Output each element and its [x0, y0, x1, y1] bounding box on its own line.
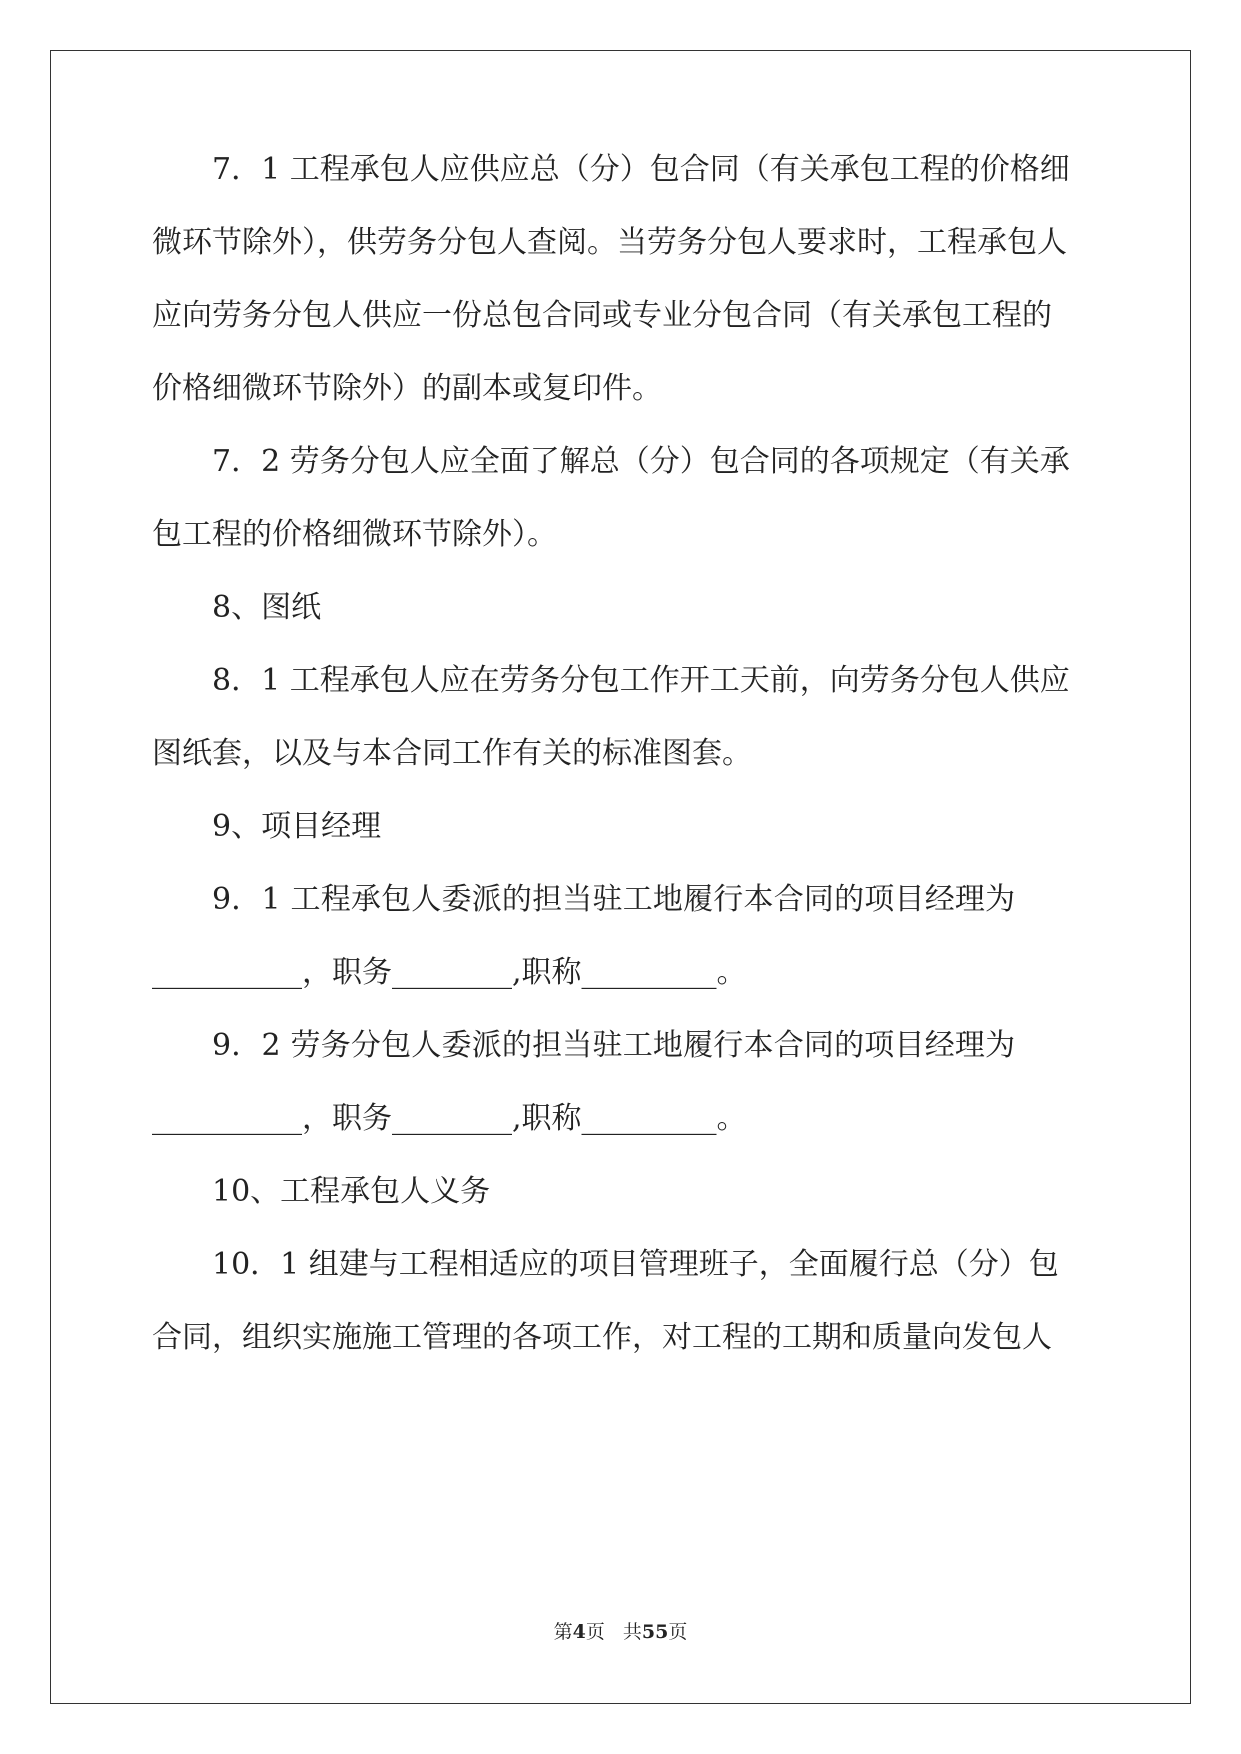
paragraph-9-1-line-2: __________，职务________,职称_________。 — [152, 955, 747, 990]
paragraph-7-1-line-2: 微环节除外），供劳务分包人查阅。当劳务分包人要求时，工程承包人 — [152, 225, 1067, 260]
footer-total-pages: 55 — [641, 1621, 669, 1643]
footer-total-suffix: 页 — [668, 1621, 688, 1643]
section-heading-10: 10、工程承包人义务 — [212, 1174, 491, 1209]
paragraph-10-1-line-1: 10．1 组建与工程相适应的项目管理班子，全面履行总（分）包 — [212, 1247, 1059, 1282]
paragraph-8-1-line-2: 图纸套，以及与本合同工作有关的标准图套。 — [152, 736, 752, 771]
page-footer — [0, 1620, 1241, 1644]
section-heading-8: 8、图纸 — [212, 590, 322, 625]
footer-page-suffix: 页 — [585, 1621, 605, 1643]
footer-total-prefix: 共 — [622, 1621, 642, 1643]
paragraph-9-2-line-2: __________，职务________,职称_________。 — [152, 1101, 747, 1136]
paragraph-8-1-line-1: 8．1 工程承包人应在劳务分包工作开工天前，向劳务分包人供应 — [212, 663, 1070, 698]
footer-page-number: 4 — [572, 1621, 586, 1643]
footer-page-prefix: 第 — [553, 1621, 573, 1643]
paragraph-7-1-line-4: 价格细微环节除外）的副本或复印件。 — [152, 371, 662, 406]
paragraph-7-2-line-2: 包工程的价格细微环节除外）。 — [152, 517, 557, 552]
paragraph-10-1-line-2: 合同，组织实施施工管理的各项工作，对工程的工期和质量向发包人 — [152, 1320, 1052, 1355]
paragraph-9-1-line-1: 9．1 工程承包人委派的担当驻工地履行本合同的项目经理为 — [212, 882, 1016, 917]
paragraph-9-2-line-1: 9．2 劳务分包人委派的担当驻工地履行本合同的项目经理为 — [212, 1028, 1016, 1063]
paragraph-7-2-line-1: 7．2 劳务分包人应全面了解总（分）包合同的各项规定（有关承 — [212, 444, 1070, 479]
section-heading-9: 9、项目经理 — [212, 809, 382, 844]
paragraph-7-1-line-3: 应向劳务分包人供应一份总包合同或专业分包合同（有关承包工程的 — [152, 298, 1052, 333]
paragraph-7-1-line-1: 7．1 工程承包人应供应总（分）包合同（有关承包工程的价格细 — [212, 152, 1070, 187]
